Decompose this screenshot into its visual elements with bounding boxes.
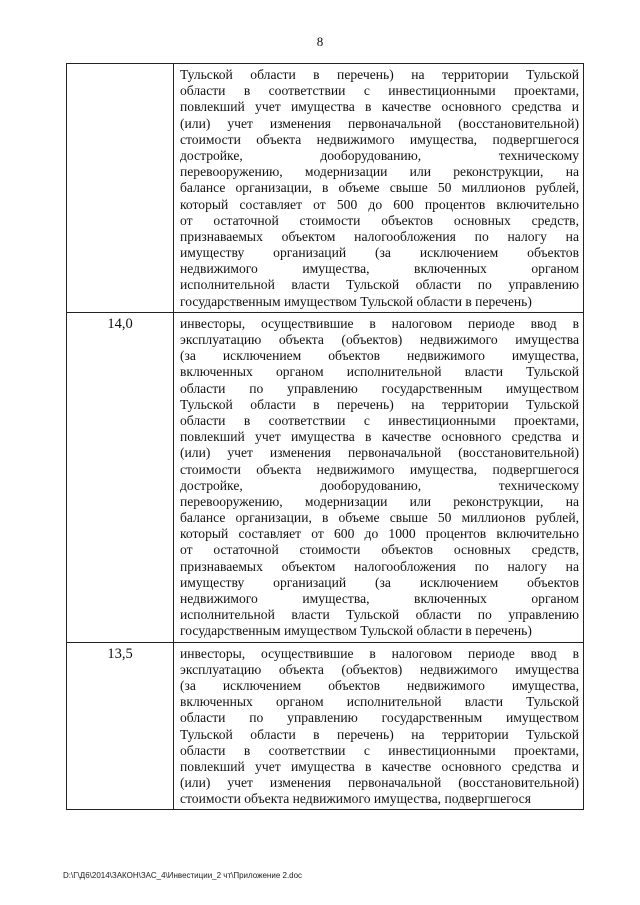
text-line: перевооружению, модернизации или реконструкции, на — [180, 493, 579, 509]
text-line: от остаточной стоимости объектов основных средств, — [180, 212, 579, 228]
text-line: эксплуатацию объекта (объектов) недвижимого имущества — [180, 332, 579, 347]
text-line: балансе организации, в объеме свыше 50 миллионов рублей, — [180, 510, 579, 526]
text-line: балансе организации, в объеме свыше 50 миллионов рублей, — [180, 180, 579, 196]
text-line: исполнительной власти Тульской области по управлению — [180, 607, 579, 623]
text-line: повлекший учет имущества в качестве основного средства и — [180, 758, 579, 774]
table-row — [67, 312, 584, 642]
text-line: (или) учет изменения первоначальной (восстановительной) — [180, 115, 579, 131]
text-line: стоимости объекта недвижимого имущества, подвергшегося — [180, 461, 579, 477]
text-line: признаваемых объектом налогообложения по налогу на — [180, 558, 579, 574]
text-line: Тульской области в перечень) на территории Тульской — [180, 396, 579, 412]
text-line: имуществу организаций (за исключением объектов — [180, 245, 579, 261]
text-line: повлекший учет имущества в качестве основного средства и — [180, 99, 579, 115]
text-line: области в соответствии с инвестиционными проектами, — [180, 83, 579, 99]
text-line: повлекший учет имущества в качестве основного средства и — [180, 429, 579, 445]
text-line: стоимости объекта недвижимого имущества, подвергшегося — [180, 791, 531, 807]
text-line: эксплуатацию объекта (объектов) недвижимого имущества — [180, 661, 579, 677]
text-line: перевооружению, модернизации или реконструкции, на — [180, 164, 579, 180]
text-line: государственным имуществом Тульской области в перечень) — [180, 623, 532, 639]
tax-rate-cell: 14,0 — [67, 312, 174, 642]
text-line: Тульской области в перечень) на территории Тульской — [180, 726, 579, 742]
text-line: Тульской области в перечень) на территории Тульской — [180, 67, 579, 82]
text-line: включенных органом исполнительной власти Тульской — [180, 694, 579, 710]
page-number: 8 — [316, 34, 324, 49]
text-line: (за исключением объектов недвижимого имущества, — [180, 348, 579, 364]
text-line: стоимости объекта недвижимого имущества, подвергшегося — [180, 131, 579, 147]
text-line: области по управлению государственным имуществом — [180, 380, 579, 396]
text-line: который составляет от 500 до 600 процентов включительно — [180, 196, 579, 212]
text-line: (или) учет изменения первоначальной (восстановительной) — [180, 775, 579, 791]
text-line: достройке, дооборудованию, техническому — [180, 477, 579, 493]
text-line: достройке, дооборудованию, техническому — [180, 147, 579, 163]
text-line: недвижимого имущества, включенных органом — [180, 261, 579, 277]
benefits-table-body — [67, 64, 584, 810]
text-line: области в соответствии с инвестиционными проектами, — [180, 742, 579, 758]
table-row — [67, 64, 584, 313]
tax-rate-cell: 13,5 — [67, 642, 174, 810]
tax-rate-cell — [67, 64, 174, 313]
footer-file-path: D:\Г\Д6\2014\ЗАКОН\ЗАС_4\Инвестиции_2 чт\Приложение 2.doc — [63, 871, 303, 880]
text-line: недвижимого имущества, включенных органом — [180, 591, 579, 606]
taxpayer-category-cell — [174, 64, 584, 313]
text-line: включенных органом исполнительной власти Тульской — [180, 364, 579, 380]
benefits-table — [66, 63, 584, 810]
text-line: инвесторы, осуществившие в налоговом периоде ввод в — [180, 315, 579, 331]
text-line: государственным имуществом Тульской области в перечень) — [180, 293, 532, 309]
text-line: (за исключением объектов недвижимого имущества, — [180, 677, 579, 693]
taxpayer-category-cell — [174, 312, 584, 642]
text-line: исполнительной власти Тульской области по управлению — [180, 277, 579, 293]
text-line: инвесторы, осуществившие в налоговом периоде ввод в — [180, 645, 579, 661]
table-row — [67, 642, 584, 810]
text-line: который составляет от 600 до 1000 процентов включительно — [180, 526, 579, 542]
taxpayer-category-cell — [174, 642, 584, 810]
text-line: области в соответствии с инвестиционными проектами, — [180, 412, 579, 428]
text-line: имуществу организаций (за исключением объектов — [180, 574, 579, 590]
text-line: области по управлению государственным имуществом — [180, 710, 579, 726]
text-line: от остаточной стоимости объектов основных средств, — [180, 542, 579, 558]
text-line: признаваемых объектом налогообложения по налогу на — [180, 228, 579, 244]
text-line: (или) учет изменения первоначальной (восстановительной) — [180, 445, 579, 461]
